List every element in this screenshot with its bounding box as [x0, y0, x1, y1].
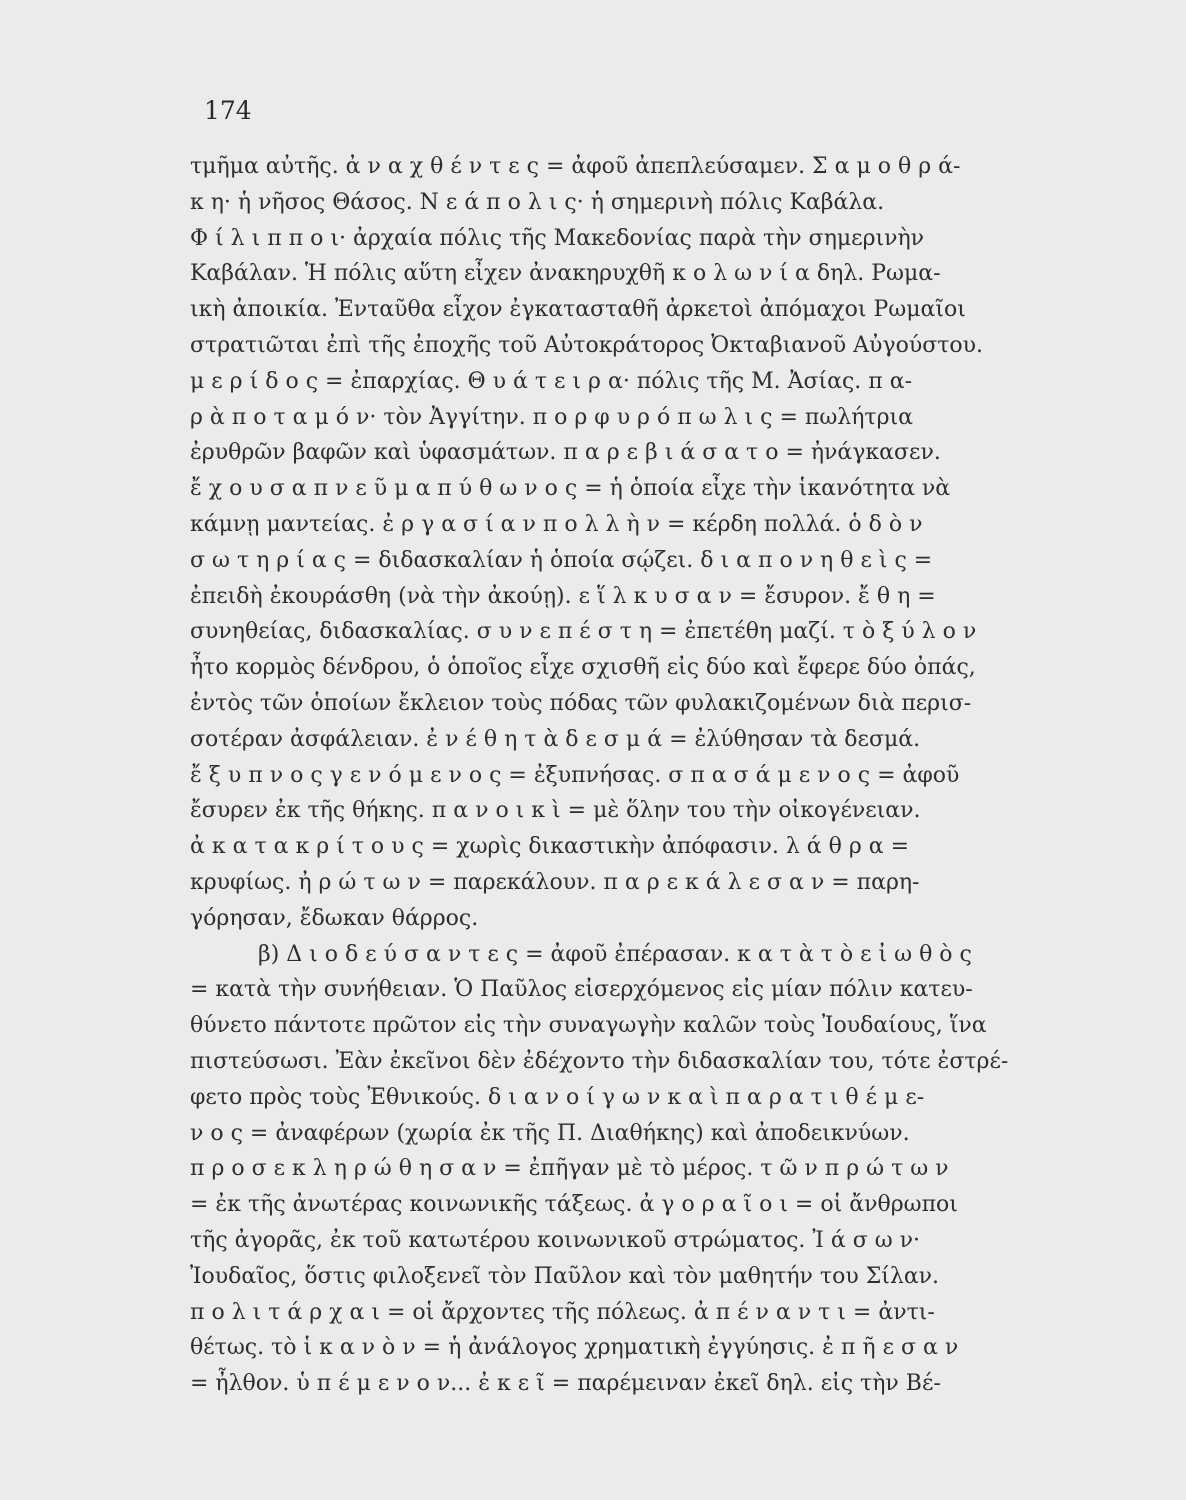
- text-line: συνηθείας, διδασκαλίας. σ υ ν ε π έ σ τ η = ἐπετέθη μαζί. τ ὸ ξ ύ λ ο ν: [190, 619, 977, 645]
- text-body: [190, 149, 1046, 1402]
- text-line: π ο λ ι τ ά ρ χ α ι = οἱ ἄρχοντες τῆς πόλεως. ἀ π έ ν α ν τ ι = ἀντι-: [190, 1299, 935, 1325]
- text-line: Φ ί λ ι π π ο ι· ἀρχαία πόλις τῆς Μακεδονίας παρὰ τὴν σημερινὴν: [190, 225, 925, 251]
- text-line: Καβάλαν. Ἡ πόλις αὕτη εἶχεν ἀνακηρυχθῆ κ ο λ ω ν ί α δηλ. Ρωμα-: [190, 261, 941, 287]
- text-line: ἔ χ ο υ σ α π ν ε ῦ μ α π ύ θ ω ν ο ς = ἡ ὁποία εἶχε τὴν ἱκανότητα νὰ: [190, 476, 951, 502]
- text-line: θύνετο πάντοτε πρῶτον εἰς τὴν συναγωγὴν καλῶν τοὺς Ἰουδαίους, ἵνα: [190, 1013, 987, 1039]
- text-line: ἐρυθρῶν βαφῶν καὶ ὑφασμάτων. π α ρ ε β ι ά σ α τ ο = ἠνάγκασεν.: [190, 440, 941, 466]
- text-line: στρατιῶται ἐπὶ τῆς ἐποχῆς τοῦ Αὐτοκράτορος Ὀκταβιανοῦ Αὐγούστου.: [190, 332, 983, 358]
- text-line: πιστεύσωσι. Ἐὰν ἐκεῖνοι δὲν ἐδέχοντο τὴν διδασκαλίαν του, τότε ἐστρέ-: [190, 1048, 1009, 1074]
- text-line: π ρ ο σ ε κ λ η ρ ώ θ η σ α ν = ἐπῆγαν μὲ τὸ μέρος. τ ῶ ν π ρ ώ τ ω ν: [190, 1156, 949, 1182]
- paragraph-start-line: β) Δ ι ο δ ε ύ σ α ν τ ε ς = ἀφοῦ ἐπέρασαν. κ α τ ὰ τ ὸ ε ἰ ω θ ὸ ς: [258, 941, 972, 967]
- text-line: ἦτο κορμὸς δένδρου, ὁ ὁποῖος εἶχε σχισθῆ εἰς δύο καὶ ἔφερε δύο ὀπάς,: [190, 655, 976, 681]
- text-line: ἀ κ α τ α κ ρ ί τ ο υ ς = χωρὶς δικαστικὴν ἀπόφασιν. λ ά θ ρ α =: [190, 834, 910, 860]
- text-line: = κατὰ τὴν συνήθειαν. Ὁ Παῦλος εἰσερχόμενος εἰς μίαν πόλιν κατευ-: [190, 977, 973, 1003]
- text-line: μ ε ρ ί δ ο ς = ἐπαρχίας. Θ υ ά τ ε ι ρ α· πόλις τῆς Μ. Ἀσίας. π α-: [190, 368, 913, 394]
- text-line: ν ο ς = ἀναφέρων (χωρία ἐκ τῆς Π. Διαθήκης) καὶ ἀποδεικνύων.: [190, 1120, 910, 1146]
- text-line: σ ω τ η ρ ί α ς = διδασκαλίαν ἡ ὁποία σῴζει. δ ι α π ο ν η θ ε ὶ ς =: [190, 547, 933, 573]
- text-line: φετο πρὸς τοὺς Ἐθνικούς. δ ι α ν ο ί γ ω ν κ α ὶ π α ρ α τ ι θ έ μ ε-: [190, 1084, 925, 1110]
- text-line: κρυφίως. ἠ ρ ώ τ ω ν = παρεκάλουν. π α ρ ε κ ά λ ε σ α ν = παρη-: [190, 869, 920, 895]
- text-line: γόρησαν, ἔδωκαν θάρρος.: [190, 905, 479, 931]
- text-line: τμῆμα αὐτῆς. ἀ ν α χ θ έ ν τ ε ς = ἀφοῦ ἀπεπλεύσαμεν. Σ α μ ο θ ρ ά-: [190, 154, 961, 179]
- text-line: ἔσυρεν ἐκ τῆς θήκης. π α ν ο ι κ ὶ = μὲ ὅλην του τὴν οἰκογένειαν.: [190, 798, 921, 824]
- text-line: κάμνῃ μαντείας. ἐ ρ γ α σ ί α ν π ο λ λ ὴ ν = κέρδη πολλά. ὁ δ ὸ ν: [190, 511, 923, 537]
- text-line: ἐντὸς τῶν ὁποίων ἔκλειον τοὺς πόδας τῶν φυλακιζομένων διὰ περισ-: [190, 690, 972, 716]
- text-line: σοτέραν ἀσφάλειαν. ἐ ν έ θ η τ ὰ δ ε σ μ ά = ἐλύθησαν τὰ δεσμά.: [190, 726, 921, 752]
- text-line: = ἦλθον. ὑ π έ μ ε ν ο ν... ἐ κ ε ῖ = παρέμειναν ἐκεῖ δηλ. εἰς τὴν Βέ-: [190, 1371, 941, 1397]
- page-number: 174: [204, 96, 252, 125]
- text-line: = ἐκ τῆς ἀνωτέρας κοινωνικῆς τάξεως. ἀ γ ο ρ α ῖ ο ι = οἱ ἄνθρωποι: [190, 1192, 958, 1218]
- text-line: τῆς ἀγορᾶς, ἐκ τοῦ κατωτέρου κοινωνικοῦ στρώματος. Ἰ ά σ ω ν·: [190, 1227, 921, 1253]
- text-line: ἔ ξ υ π ν ο ς γ ε ν ό μ ε ν ο ς = ἐξυπνήσας. σ π α σ ά μ ε ν ο ς = ἀφοῦ: [190, 762, 960, 788]
- text-line: ἐπειδὴ ἐκουράσθη (νὰ τὴν ἀκούῃ). ε ἵ λ κ υ σ α ν = ἔσυρον. ἔ θ η =: [190, 583, 936, 609]
- text-line: ρ ὰ π ο τ α μ ό ν· τὸν Ἀγγίτην. π ο ρ φ υ ρ ό π ω λ ι ς = πωλήτρια: [190, 404, 914, 430]
- text-line: Ἰουδαῖος, ὅστις φιλοξενεῖ τὸν Παῦλον καὶ τὸν μαθητήν του Σίλαν.: [190, 1263, 940, 1289]
- text-line: ικὴ ἀποικία. Ἐνταῦθα εἶχον ἐγκατασταθῆ ἀρκετοὶ ἀπόμαχοι Ρωμαῖοι: [190, 297, 966, 323]
- text-line: θέτως. τὸ ἱ κ α ν ὸ ν = ἡ ἀνάλογος χρηματικὴ ἐγγύησις. ἐ π ῆ ε σ α ν: [190, 1335, 959, 1361]
- text-line: κ η· ἡ νῆσος Θάσος. Ν ε ά π ο λ ι ς· ἡ σημερινὴ πόλις Καβάλα.: [190, 189, 885, 215]
